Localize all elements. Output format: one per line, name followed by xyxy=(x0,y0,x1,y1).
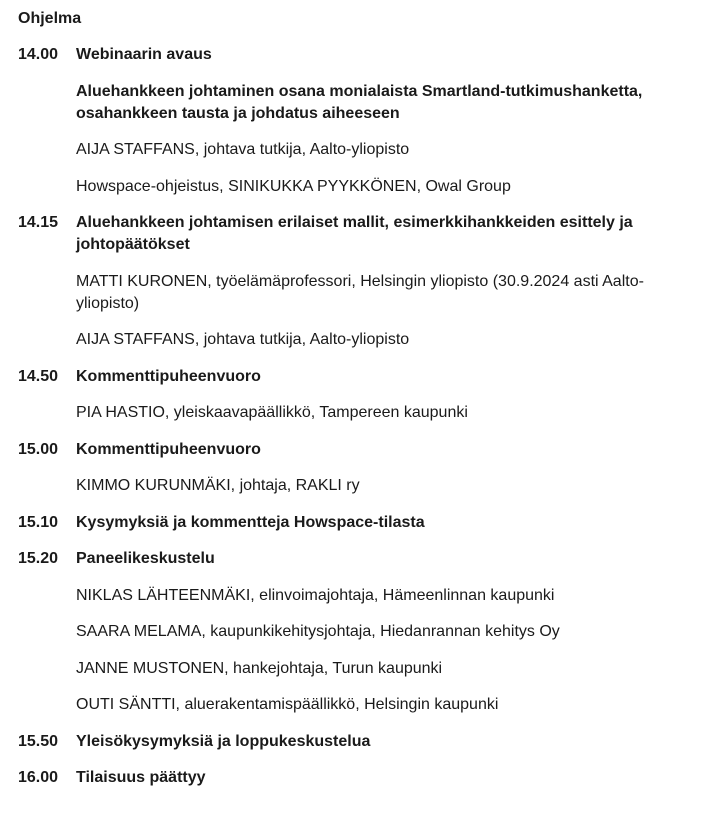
speaker-line: OUTI SÄNTTI, aluerakentamispäällikkö, Helsingin kaupunki xyxy=(76,696,499,713)
item-title: Yleisökysymyksiä ja loppukeskustelua xyxy=(76,732,371,750)
item-title: Tilaisuus päättyy xyxy=(76,769,206,786)
speaker-line: AIJA STAFFANS, johtava tutkija, Aalto-yliopisto xyxy=(76,331,410,348)
item-subtitle: Aluehankkeen johtaminen osana monialaista Smartland-tutkimushanketta, osahankkeen tausta ja johdatus aiheeseen xyxy=(76,82,643,122)
item-time: 14.50 xyxy=(18,367,59,385)
speaker-line: MATTI KURONEN, työelämäprofessori, Helsingin yliopisto (30.9.2024 asti Aalto-yliopisto) xyxy=(76,272,644,312)
item-title: Paneelikeskustelu xyxy=(76,550,215,567)
item-time: 16.00 xyxy=(18,769,59,786)
program xyxy=(18,8,708,789)
speaker-line: Howspace-ohjeistus, SINIKUKKA PYYKKÖNEN, Owal Group xyxy=(76,177,511,195)
item-time: 15.50 xyxy=(18,732,59,750)
speaker-line: AIJA STAFFANS, johtava tutkija, Aalto-yliopisto xyxy=(76,141,410,158)
program-item-1550 xyxy=(18,731,708,753)
program-item-1400 xyxy=(18,44,708,66)
speaker-line: SAARA MELAMA, kaupunkikehitysjohtaja, Hiedanrannan kehitys Oy xyxy=(76,623,560,640)
program-item-1500 xyxy=(18,439,708,461)
program-item-1415 xyxy=(18,212,708,256)
program-item-1450 xyxy=(18,366,708,388)
program-item-1520 xyxy=(18,548,708,570)
item-time: 15.00 xyxy=(18,440,59,458)
item-time: 14.15 xyxy=(18,214,59,231)
item-time: 14.00 xyxy=(18,46,59,63)
speaker-line: KIMMO KURUNMÄKI, johtaja, RAKLI ry xyxy=(76,477,360,494)
speaker-line: PIA HASTIO, yleiskaavapäällikkö, Tampereen kaupunki xyxy=(76,404,468,421)
item-title: Kommenttipuheenvuoro xyxy=(76,367,261,385)
program-item-1600 xyxy=(18,767,708,789)
speaker-line: NIKLAS LÄHTEENMÄKI, elinvoimajohtaja, Hämeenlinnan kaupunki xyxy=(76,586,555,604)
program-heading: Ohjelma xyxy=(18,10,82,27)
speaker-line: JANNE MUSTONEN, hankejohtaja, Turun kaupunki xyxy=(76,659,443,677)
program-item-1510 xyxy=(18,512,708,534)
item-time: 15.20 xyxy=(18,550,59,567)
item-title: Aluehankkeen johtamisen erilaiset mallit, esimerkkihankkeiden esittely ja johtopäätökset xyxy=(76,214,633,253)
item-time: 15.10 xyxy=(18,513,59,531)
item-title: Kysymyksiä ja kommentteja Howspace-tilasta xyxy=(76,513,425,531)
item-title: Kommenttipuheenvuoro xyxy=(76,440,261,458)
item-title: Webinaarin avaus xyxy=(76,46,212,63)
